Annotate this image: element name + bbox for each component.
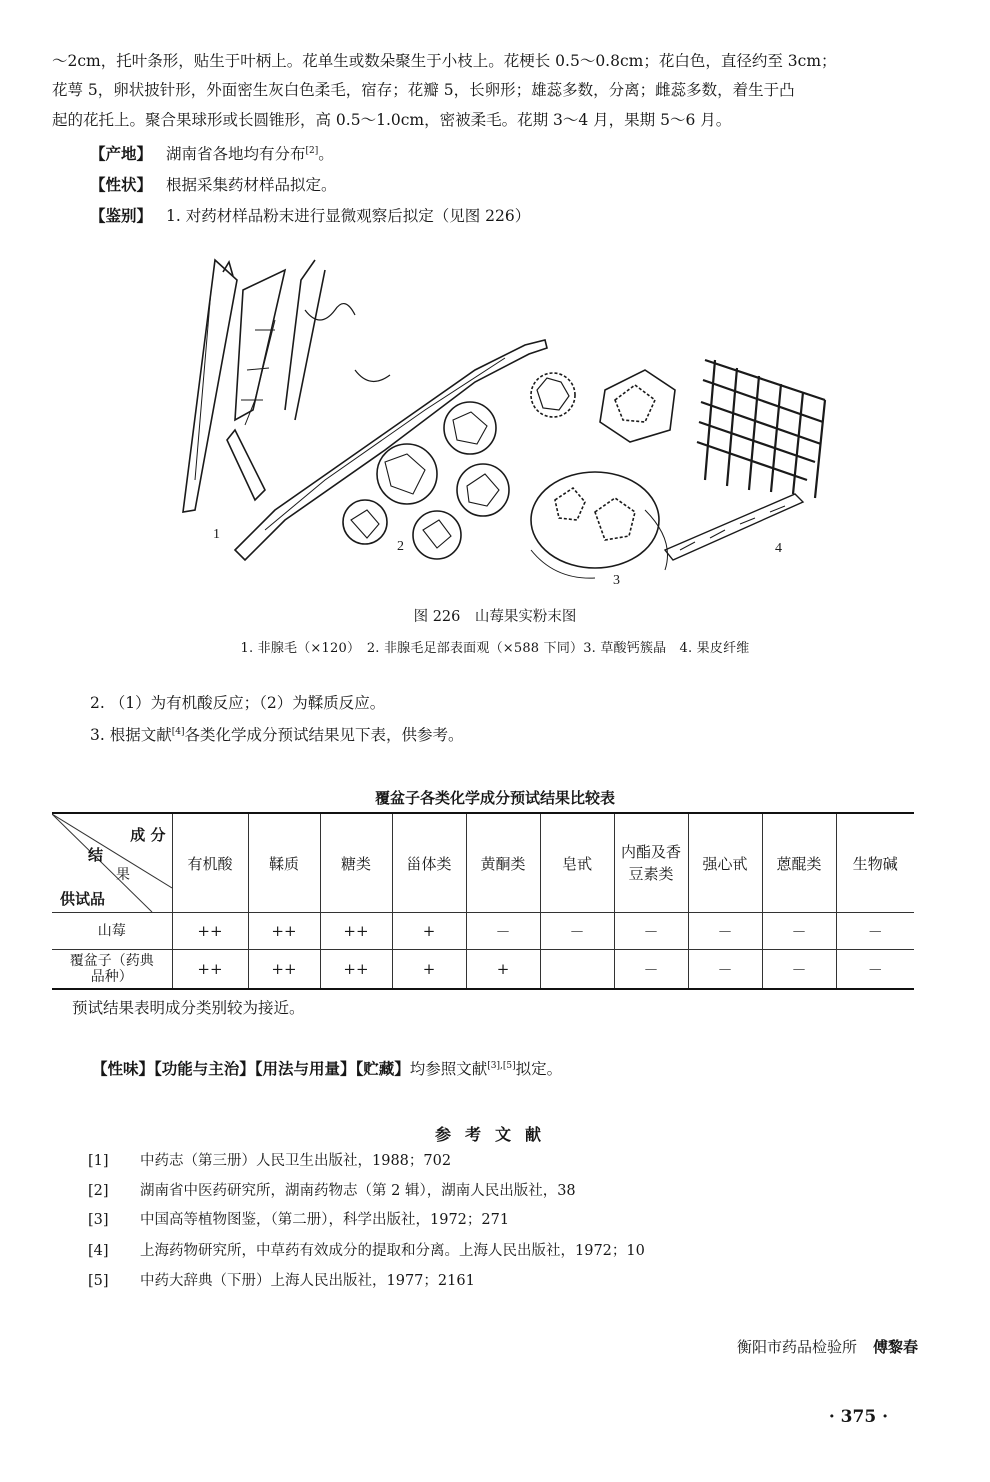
figure-caption: 图 226 山莓果实粉末图 <box>413 609 577 625</box>
item3-text-a: 3. 根据文献 <box>90 726 172 744</box>
table-cell: + <box>466 950 540 990</box>
table-cell: ++ <box>320 950 392 990</box>
table-cell: － <box>540 913 614 950</box>
footer-sections <box>92 1058 972 1080</box>
row-label: 覆盆子（药典品种） <box>52 950 172 990</box>
reference-item <box>88 1270 475 1292</box>
fiber-illustration <box>665 360 825 560</box>
corner-label-component: 成 分 <box>130 826 166 844</box>
signature-org: 衡阳市药品检验所 <box>736 1338 857 1356</box>
comparison-table <box>52 812 914 990</box>
table-cell: － <box>614 950 688 990</box>
reference-text: 中药大辞典（下册）上海人民出版社，1977；2161 <box>140 1273 475 1289</box>
table-cell: + <box>392 913 466 950</box>
table-title: 覆盆子各类化学成分预试结果比较表 <box>374 789 615 807</box>
table-cell: － <box>614 913 688 950</box>
chandi-end: 。 <box>318 145 334 163</box>
reference-item <box>88 1150 451 1172</box>
paragraph-line-1: ～2cm，托叶条形，贴生于叶柄上。花单生或数朵聚生于小枝上。花梗长 0.5～0.8cm；花白色，直径约至 3cm； <box>52 52 837 70</box>
row-label: 山莓 <box>52 913 172 950</box>
item3-citation: [4] <box>171 727 185 737</box>
signature <box>737 1336 918 1357</box>
reference-number: [3] <box>88 1212 109 1228</box>
reference-item <box>88 1180 576 1202</box>
column-header: 甾体类 <box>392 813 466 913</box>
footer-text-a: 均参照文献 <box>409 1060 488 1078</box>
section-jianbie <box>90 205 970 227</box>
table-cell: － <box>836 950 914 990</box>
table-row <box>52 950 914 990</box>
jianbie-text: 1. 对药材样品粉末进行显微观察后拟定（见图 226） <box>166 207 531 225</box>
column-header: 蒽醌类 <box>762 813 836 913</box>
identification-item-2: 2. （1）为有机酸反应；（2）为鞣质反应。 <box>90 694 386 712</box>
corner-label-result-1: 结 <box>88 846 104 864</box>
column-header: 强心甙 <box>688 813 762 913</box>
xingzhuang-text: 根据采集药材样品拟定。 <box>166 176 337 194</box>
figure-label-3: 3 <box>613 573 620 588</box>
table-cell: － <box>688 913 762 950</box>
section-xingzhuang <box>90 174 970 196</box>
reference-number: [4] <box>88 1243 109 1259</box>
references-title: 参考文献 <box>434 1125 555 1144</box>
table-cell: ++ <box>172 950 248 990</box>
table-cell: ++ <box>320 913 392 950</box>
section-chandi <box>90 143 970 165</box>
chandi-text: 湖南省各地均有分布 <box>166 145 306 163</box>
column-header: 糖类 <box>320 813 392 913</box>
figure-legend: 1. 非腺毛（×120） 2. 非腺毛足部表面观（×588 下同）3. 草酸钙簇晶 4. 果皮纤维 <box>240 641 750 656</box>
crystal-illustration <box>531 370 675 578</box>
column-header: 有机酸 <box>172 813 248 913</box>
page-number: · 375 · <box>828 1407 888 1427</box>
table-cell <box>540 950 614 990</box>
column-header: 内酯及香豆素类 <box>614 813 688 913</box>
table-cell: － <box>762 913 836 950</box>
reference-number: [5] <box>88 1273 109 1289</box>
microscopy-figure <box>175 250 855 595</box>
table-cell: － <box>466 913 540 950</box>
table-cell: － <box>688 950 762 990</box>
item3-text-b: 各类化学成分预试结果见下表，供参考。 <box>184 726 464 744</box>
identification-item-3 <box>90 724 970 746</box>
reference-text: 中国高等植物图鉴，（第二册），科学出版社，1972；271 <box>140 1212 510 1228</box>
reference-item <box>88 1209 509 1231</box>
column-header: 皂甙 <box>540 813 614 913</box>
signature-author: 傅黎春 <box>872 1338 918 1356</box>
table-cell: － <box>836 913 914 950</box>
table-corner-cell <box>52 813 172 913</box>
section-tag-xingzhuang: 【性状】 <box>90 176 153 194</box>
reference-item <box>88 1240 645 1262</box>
table-cell: + <box>392 950 466 990</box>
footer-text-b: 拟定。 <box>515 1060 563 1078</box>
paragraph-line-2: 花萼 5，卵状披针形，外面密生灰白色柔毛，宿存；花瓣 5，长卵形；雄蕊多数，分离；雌蕊多数，着生于凸 <box>52 81 795 99</box>
reference-number: [2] <box>88 1183 109 1199</box>
table-cell: ++ <box>248 913 320 950</box>
corner-label-result-2: 果 <box>116 867 130 883</box>
reference-number: [1] <box>88 1153 109 1169</box>
footer-tags: 【性味】【功能与主治】【用法与用量】【贮藏】 <box>92 1060 410 1078</box>
column-header: 鞣质 <box>248 813 320 913</box>
figure-label-2: 2 <box>397 539 404 554</box>
section-tag-jianbie: 【鉴别】 <box>90 207 153 225</box>
column-header: 生物碱 <box>836 813 914 913</box>
table-cell: ++ <box>172 913 248 950</box>
figure-label-4: 4 <box>775 541 782 556</box>
corner-label-sample: 供试品 <box>60 890 106 908</box>
reference-text: 湖南省中医药研究所，湖南药物志（第 2 辑），湖南人民出版社，38 <box>140 1183 576 1199</box>
paragraph-line-3: 起的花托上。聚合果球形或长圆锥形，高 0.5～1.0cm，密被柔毛。花期 3～4 月，果期 5～6 月。 <box>52 111 732 129</box>
reference-text: 中药志（第三册）人民卫生出版社，1988；702 <box>140 1153 452 1169</box>
reference-text: 上海药物研究所，中草药有效成分的提取和分离。上海人民出版社，1972；10 <box>140 1243 645 1259</box>
hair-base-illustration <box>343 402 509 559</box>
table-summary: 预试结果表明成分类别较为接近。 <box>72 999 305 1017</box>
table-cell: － <box>762 950 836 990</box>
section-tag-chandi: 【产地】 <box>90 145 153 163</box>
figure-label-1: 1 <box>213 527 220 542</box>
chandi-citation: [2] <box>305 146 319 156</box>
table-row <box>52 913 914 950</box>
footer-citation: [3],[5] <box>487 1061 516 1071</box>
table-cell: ++ <box>248 950 320 990</box>
column-header: 黄酮类 <box>466 813 540 913</box>
